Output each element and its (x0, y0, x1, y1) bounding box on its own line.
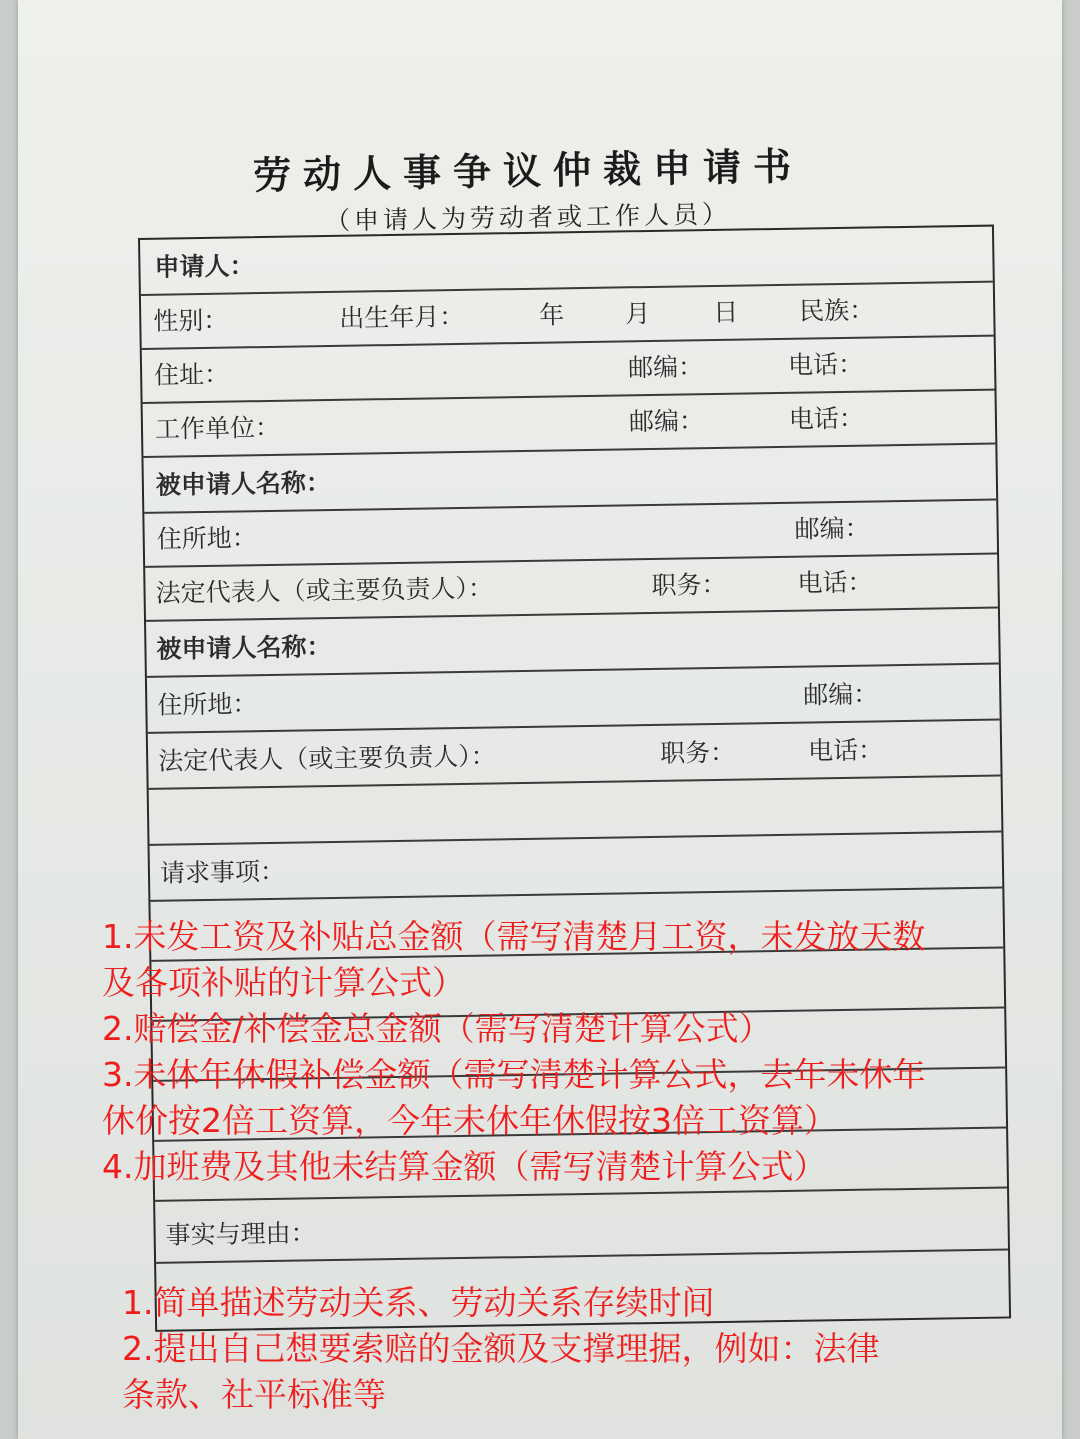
claims-annotation-line: 及各项补贴的计算公式） (102, 963, 465, 1002)
gender-label: 性别： (153, 305, 229, 336)
employer-label: 工作单位： (154, 412, 281, 444)
respondent2-position-label: 职务： (659, 737, 736, 768)
ethnicity-label: 民族： (799, 295, 875, 326)
employer-phone-label: 电话： (788, 403, 865, 434)
month-label: 月 (625, 298, 651, 329)
respondent1-legalrep-label: 法定代表人（或主要负责人）： (155, 573, 494, 608)
respondent1-residence-label: 住所地： (156, 523, 257, 554)
paper-sheet (18, 0, 1062, 1439)
facts-label: 事实与理由： (165, 1218, 316, 1250)
claims-annotation-line: 1.未发工资及补贴总金额（需写清楚月工资，未发放天数 (102, 917, 926, 956)
birth-label: 出生年月： (339, 301, 465, 333)
respondent1-position-label: 职务： (651, 569, 727, 600)
form-title: 劳动人事争议仲裁申请书 (252, 143, 804, 198)
claims-annotation-line: 休价按2倍工资算，今年未休年休假按3倍工资算） (102, 1101, 837, 1140)
respondent2-phone-label: 电话： (807, 735, 884, 766)
address-label: 住址： (153, 359, 230, 390)
year-label: 年 (539, 300, 565, 330)
claims-annotation (102, 914, 926, 1190)
facts-annotation-line: 2.提出自己想要索赔的金额及支撑理据，例如：法律 (122, 1329, 880, 1368)
employer-postcode-label: 邮编： (628, 406, 705, 437)
claims-label: 请求事项： (159, 856, 286, 888)
respondent2-residence-label: 住所地： (157, 689, 258, 720)
respondent2-legalrep-label: 法定代表人（或主要负责人）： (157, 741, 496, 776)
facts-annotation-line: 条款、社平标准等 (122, 1375, 386, 1414)
respondent2-heading: 被申请人名称： (156, 632, 332, 664)
facts-annotation-line: 1.简单描述劳动关系、劳动关系存续时间 (122, 1283, 715, 1322)
respondent1-phone-label: 电话： (797, 567, 873, 598)
postcode-label: 邮编： (627, 352, 704, 383)
day-label: 日 (713, 297, 739, 327)
claims-annotation-line: 2.赔偿金/补偿金总金额（需写清楚计算公式） (102, 1009, 772, 1048)
claims-annotation-line: 3.未休年休假补偿金额（需写清楚计算公式，去年未休年 (102, 1055, 926, 1094)
phone-label: 电话： (787, 349, 864, 380)
respondent2-postcode-label: 邮编： (803, 679, 879, 710)
claims-annotation-line: 4.加班费及其他未结算金额（需写清楚计算公式） (102, 1147, 827, 1186)
applicant-heading: 申请人： (154, 251, 255, 282)
form-subtitle: （申请人为劳动者或工作人员） (324, 199, 732, 236)
facts-annotation (122, 1280, 880, 1418)
respondent1-postcode-label: 邮编： (794, 513, 870, 544)
respondent1-heading: 被申请人名称： (155, 468, 332, 500)
